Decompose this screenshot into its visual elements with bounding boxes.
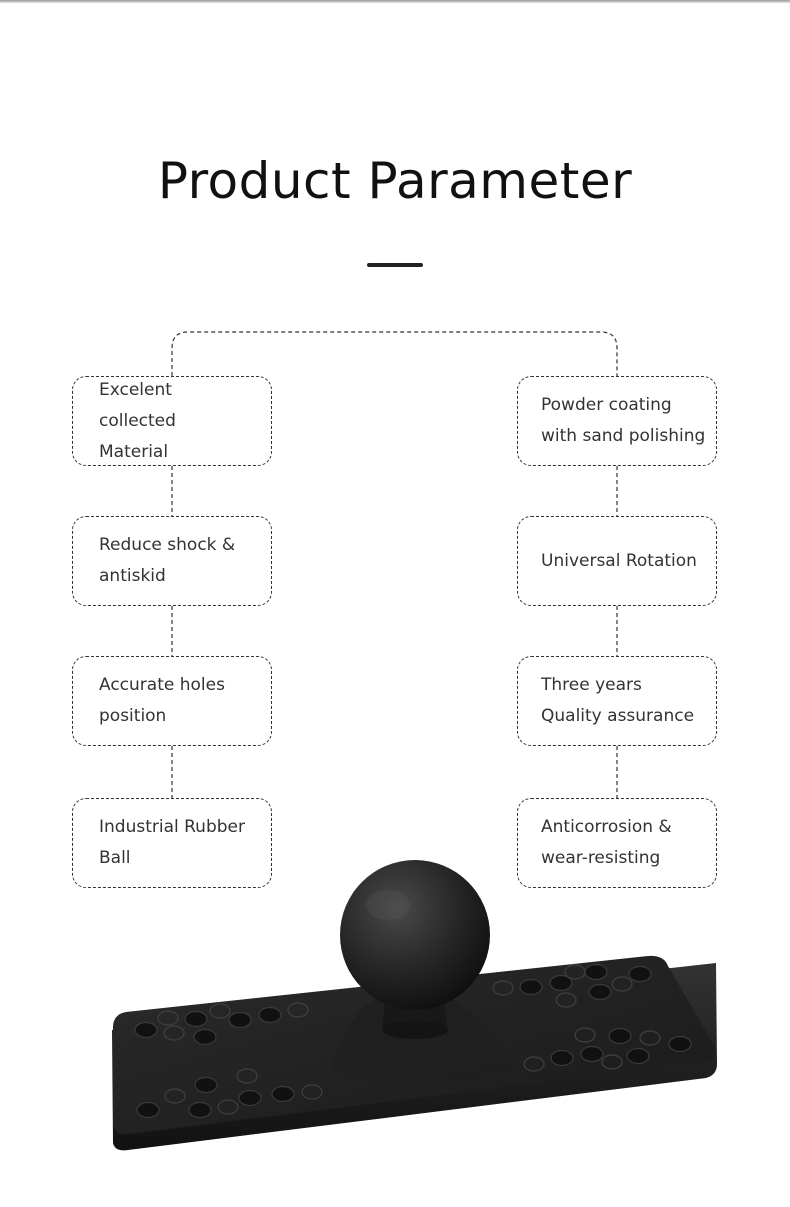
top-bracket-line xyxy=(172,332,617,376)
feature-box-material xyxy=(72,376,272,466)
feature-label: Excelent collected Material xyxy=(99,379,176,462)
feature-label: Reduce shock & antiskid xyxy=(99,535,236,586)
feature-label: Universal Rotation xyxy=(541,550,697,571)
page-title: Product Parameter xyxy=(157,152,633,210)
feature-box-rotation xyxy=(517,516,717,606)
feature-label: Powder coating with sand polishing xyxy=(541,395,706,446)
feature-label: Accurate holes position xyxy=(99,675,225,726)
feature-box-shock xyxy=(72,516,272,606)
feature-box-holes xyxy=(72,656,272,746)
rubber-ball-icon xyxy=(340,860,490,1010)
feature-label: Anticorrosion & wear-resisting xyxy=(541,817,672,868)
feature-label: Three years Quality assurance xyxy=(541,675,695,726)
feature-label: Industrial Rubber Ball xyxy=(99,817,245,868)
feature-box-warranty xyxy=(517,656,717,746)
ball-mount-plate-image xyxy=(0,850,790,1207)
feature-box-coating xyxy=(517,376,717,466)
